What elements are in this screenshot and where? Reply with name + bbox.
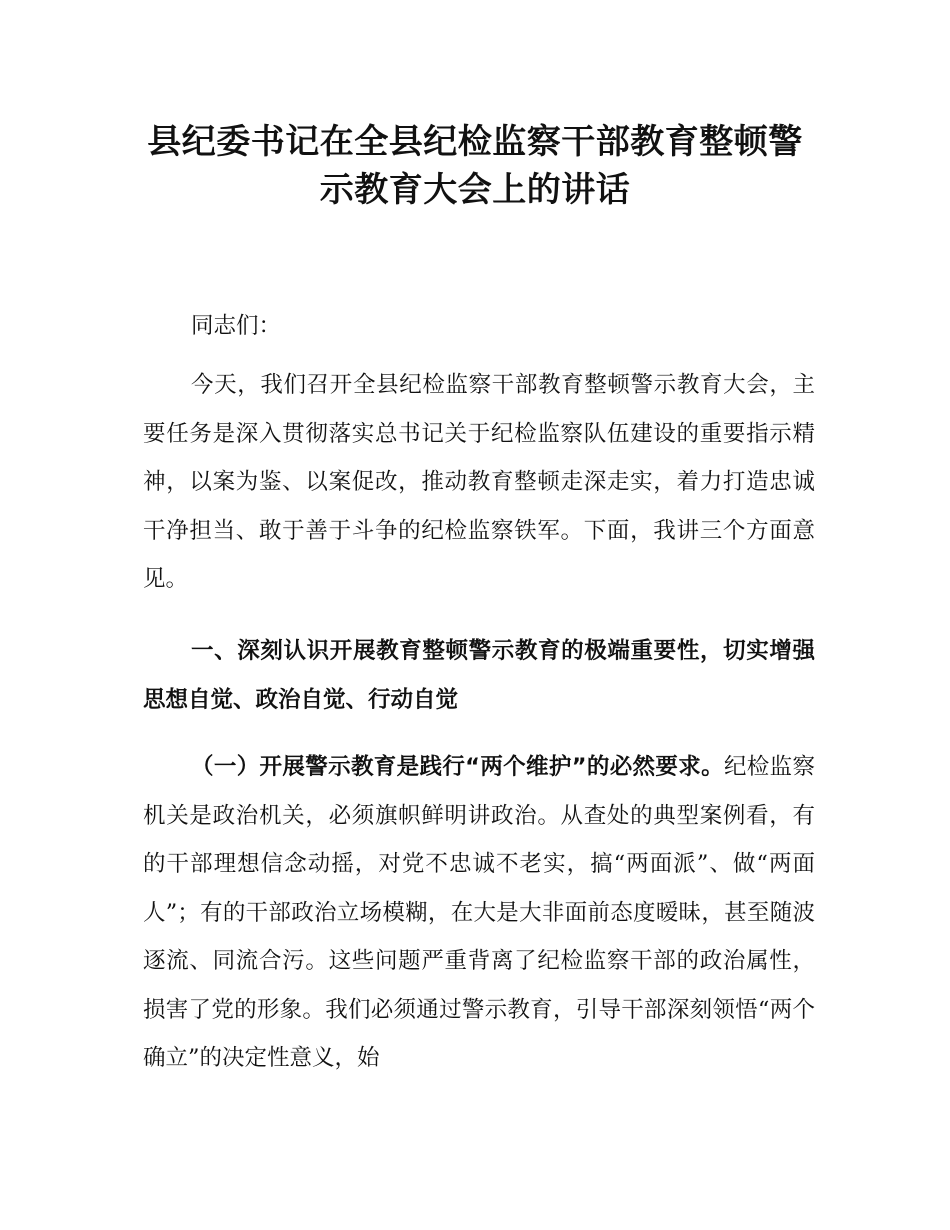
section-heading-1: 一、深刻认识开展教育整顿警示教育的极端重要性，切实增强思想自觉、政治自觉、行动自觉 — [143, 638, 815, 713]
intro-paragraph: 今天，我们召开全县纪检监察干部教育整顿警示教育大会，主要任务是深入贯彻落实总书记关于纪检监察队伍建设的重要指示精神，以案为鉴、以案促改，推动教育整顿走深走实，着力打造忠诚干净担当、敢于善于斗争的纪检监察铁军。下面，我讲三个方面意见。 — [143, 372, 815, 592]
section-1-paragraph — [143, 743, 815, 1083]
greeting-paragraph: 同志们： — [191, 313, 282, 339]
title-line-2: 示教育大会上的讲话 — [319, 170, 631, 210]
document-title — [120, 118, 830, 214]
section-1-body: 纪检监察机关是政治机关，必须旗帜鲜明讲政治。从查处的典型案例看，有的干部理想信念动摇，对党不忠诚不老实，搞“两面派”、做“两面人”；有的干部政治立场模糊，在大是大非面前态度暧昧，甚至随波逐流、同流合污。这些问题严重背离了纪检监察干部的政治属性，损害了党的形象。我们必须通过警示教育，引导干部深刻领悟“两个确立”的决定性意义，始 — [143, 754, 815, 1071]
section-1-subheading: （一）开展警示教育是践行“两个维护”的必然要求。 — [191, 754, 724, 780]
title-line-1: 县纪委书记在全县纪检监察干部教育整顿警 — [147, 122, 803, 162]
